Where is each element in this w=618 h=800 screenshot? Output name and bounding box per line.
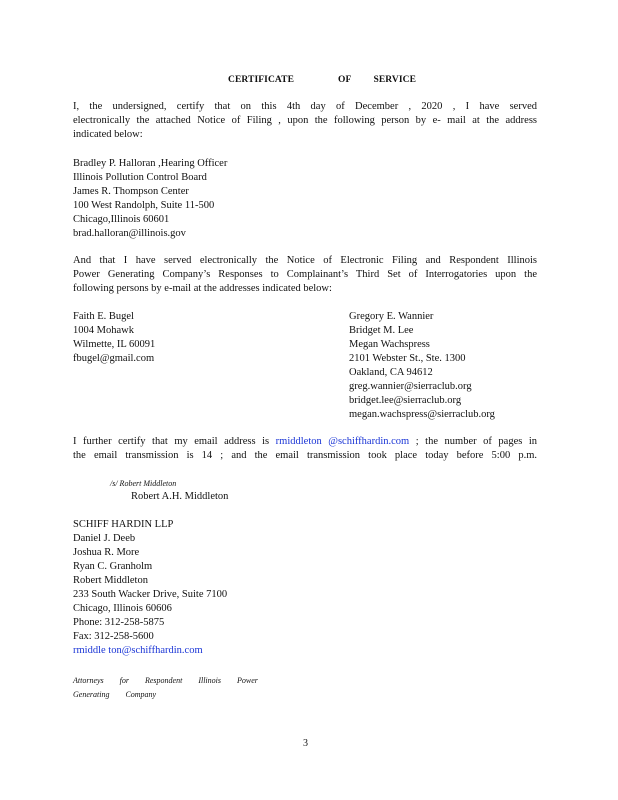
- certify-text: I further certify that my email address is: [73, 436, 270, 447]
- electronic-signature: /s/ Robert Middleton: [110, 479, 177, 488]
- page-number: 3: [303, 738, 308, 749]
- right-recipient-line: Oakland, CA 94612: [349, 367, 433, 378]
- signer-name: Robert A.H. Middleton: [131, 491, 229, 502]
- right-recipient-email: greg.wannier@sierraclub.org: [349, 381, 472, 392]
- right-recipient-line: Gregory E. Wannier: [349, 311, 434, 322]
- firm-attorney: Robert Middleton: [73, 575, 148, 586]
- intro-line: electronically the attached Notice of Filing , upon the following person by e- mail at the address: [73, 115, 537, 126]
- title-word-of: OF: [338, 75, 352, 85]
- firm-fax: Fax: 312-258-5600: [73, 631, 154, 642]
- hearing-officer-line: Illinois Pollution Control Board: [73, 172, 207, 183]
- firm-city: Chicago, Illinois 60606: [73, 603, 172, 614]
- service-line: following persons by e-mail at the addresses indicated below:: [73, 283, 332, 294]
- firm-attorney: Joshua R. More: [73, 547, 140, 558]
- right-recipient-email: bridget.lee@sierraclub.org: [349, 395, 462, 406]
- certify-text: ; the number of pages in: [415, 436, 538, 447]
- intro-paragraph: [73, 100, 537, 142]
- right-recipient-email: megan.wachspress@sierraclub.org: [349, 409, 495, 420]
- firm-attorney: Daniel J. Deeb: [73, 533, 136, 544]
- intro-line: indicated below:: [73, 129, 143, 140]
- right-recipient-line: Bridget M. Lee: [349, 325, 414, 336]
- title-word-certificate: CERTIFICATE: [228, 75, 295, 85]
- right-recipient-line: 2101 Webster St., Ste. 1300: [349, 353, 466, 364]
- service-line: Power Generating Company’s Responses to Complainant’s Third Set of Interrogatories upon the: [73, 269, 537, 280]
- right-recipient-line: Megan Wachspress: [349, 339, 430, 350]
- left-recipient-line: Wilmette, IL 60091: [73, 339, 156, 350]
- hearing-officer-line: 100 West Randolph, Suite 11-500: [73, 200, 215, 211]
- firm-name: SCHIFF HARDIN LLP: [73, 519, 174, 530]
- left-recipient-line: 1004 Mohawk: [73, 325, 134, 336]
- left-recipient-line: Faith E. Bugel: [73, 311, 134, 322]
- firm-email-link[interactable]: rmiddle ton@schiffhardin.com: [73, 645, 203, 656]
- certify-email-link[interactable]: rmiddleton @schiffhardin.com: [275, 436, 410, 447]
- firm-phone: Phone: 312-258-5875: [73, 617, 165, 628]
- service-paragraph: [73, 254, 537, 296]
- attorneys-for-line: Generating Company: [73, 690, 157, 699]
- firm-address: 233 South Wacker Drive, Suite 7100: [73, 589, 228, 600]
- hearing-officer-email: brad.halloran@illinois.gov: [73, 228, 186, 239]
- hearing-officer-line: James R. Thompson Center: [73, 186, 189, 197]
- certify-paragraph: [73, 435, 537, 463]
- document-title: [228, 75, 416, 85]
- firm-attorney: Ryan C. Granholm: [73, 561, 153, 572]
- hearing-officer-line: Chicago,Illinois 60601: [73, 214, 170, 225]
- service-line: And that I have served electronically the Notice of Electronic Filing and Respondent Illinois: [73, 255, 537, 266]
- left-recipient-email: fbugel@gmail.com: [73, 353, 155, 364]
- certify-line-2: the email transmission is 14 ; and the email transmission took place today before 5:00 p.m.: [73, 450, 537, 461]
- title-word-service: SERVICE: [373, 75, 417, 85]
- certify-line-1: [73, 435, 537, 449]
- intro-line: I, the undersigned, certify that on this 4th day of December , 2020 , I have served: [73, 101, 537, 112]
- attorneys-for-line: Attorneys for Respondent Illinois Power: [73, 676, 258, 685]
- hearing-officer-name: Bradley P. Halloran ,Hearing Officer: [73, 158, 228, 169]
